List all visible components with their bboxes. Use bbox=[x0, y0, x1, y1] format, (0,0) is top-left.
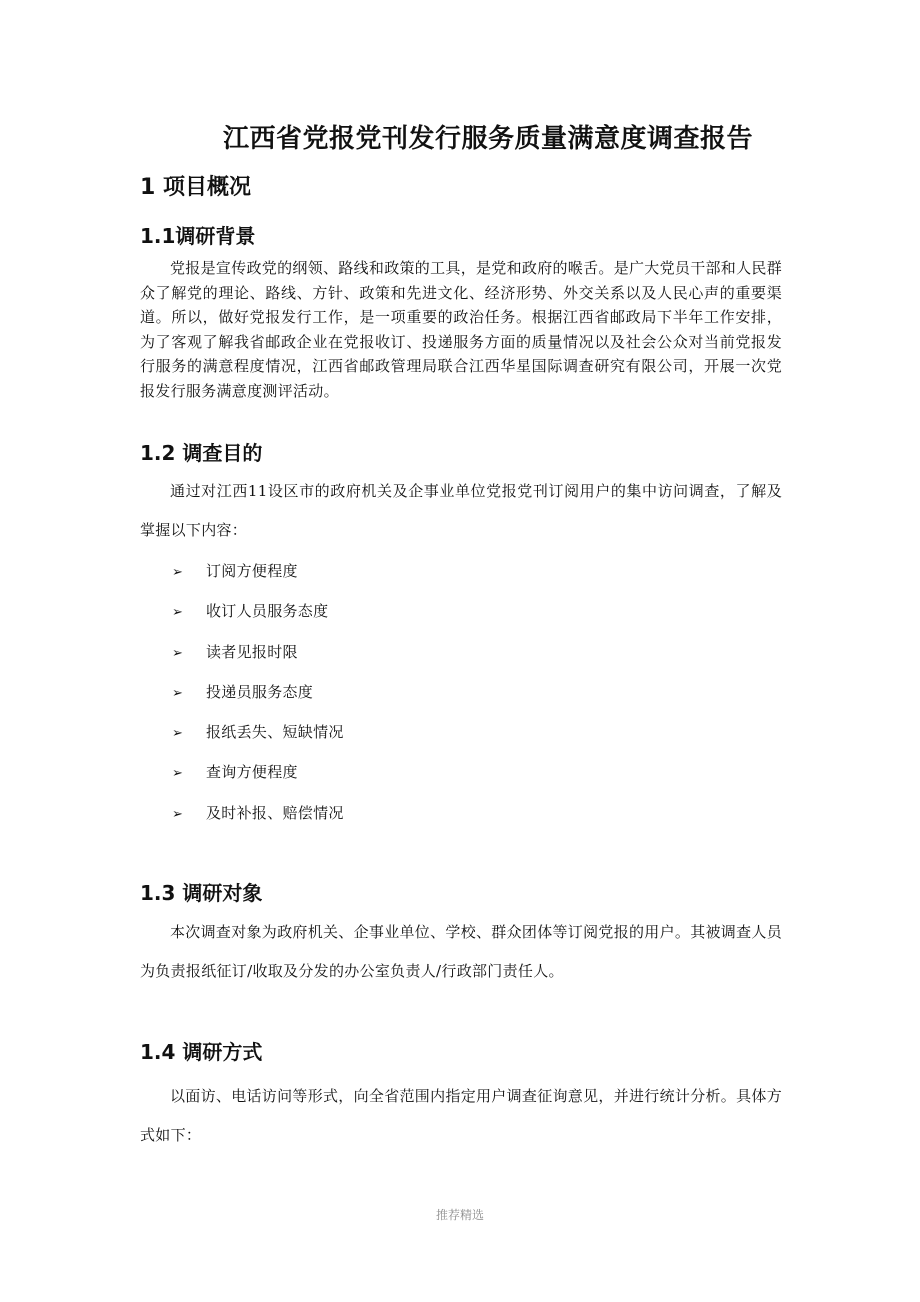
arrow-bullet-icon: ➢ bbox=[172, 806, 184, 822]
list-item bbox=[172, 677, 344, 717]
list-item bbox=[172, 717, 344, 757]
arrow-bullet-icon: ➢ bbox=[172, 726, 184, 742]
section-heading-1: 1 项目概况 bbox=[140, 175, 251, 200]
section-heading-1-4: 1.4 调研方式 bbox=[140, 1040, 263, 1064]
list-item-text: 读者见报时限 bbox=[206, 642, 298, 661]
list-item bbox=[172, 798, 344, 838]
list-item bbox=[172, 556, 344, 596]
list-item-text: 及时补报、赔偿情况 bbox=[206, 803, 344, 822]
section-heading-1-3: 1.3 调研对象 bbox=[140, 881, 263, 905]
document-title: 江西省党报党刊发行服务质量满意度调查报告 bbox=[222, 124, 753, 154]
list-item bbox=[172, 637, 344, 677]
paragraph-research-method: 以面访、电话访问等形式，向全省范围内指定用户调查征询意见，并进行统计分析。具体方式如下： bbox=[140, 1087, 783, 1144]
arrow-bullet-icon: ➢ bbox=[172, 645, 184, 661]
list-item bbox=[172, 757, 344, 797]
purpose-list bbox=[172, 556, 344, 838]
section-heading-1-2: 1.2 调查目的 bbox=[140, 441, 263, 465]
list-item-text: 收订人员服务态度 bbox=[206, 602, 329, 621]
list-item-text: 订阅方便程度 bbox=[206, 562, 298, 580]
arrow-bullet-icon: ➢ bbox=[172, 605, 184, 621]
list-item bbox=[172, 596, 344, 636]
paragraph-survey-purpose: 通过对江西11设区市的政府机关及企事业单位党报党刊订阅用户的集中访问调查，了解及掌握以下内容： bbox=[140, 482, 782, 539]
paragraph-research-background: 党报是宣传政党的纲领、路线和政策的工具，是党和政府的喉舌。是广大党员干部和人民群众了解党的理论、路线、方针、政策和先进文化、经济形势、外交关系以及人民心声的重要渠道。所以，做好党报发行工作，是一项重要的政治任务。根据江西省邮政局下半年工作安排，为了客观了解我省邮政企业在党报收订、投递服务方面的质量情况以及社会公众对当前党报发行服务的满意程度情况，江西省邮政管理局联合江西华星国际调查研究有限公司，开展一次党报发行服务满意度测评活动。 bbox=[140, 259, 783, 400]
arrow-bullet-icon: ➢ bbox=[172, 685, 184, 701]
list-item-text: 报纸丢失、短缺情况 bbox=[206, 723, 344, 742]
page-footer: 推荐精选 bbox=[435, 1208, 484, 1222]
arrow-bullet-icon: ➢ bbox=[172, 766, 184, 782]
list-item-text: 投递员服务态度 bbox=[206, 682, 314, 701]
section-heading-1-1: 1.1调研背景 bbox=[140, 224, 256, 248]
arrow-bullet-icon: ➢ bbox=[172, 565, 184, 580]
list-item-text: 查询方便程度 bbox=[206, 763, 298, 782]
paragraph-research-subjects: 本次调查对象为政府机关、企事业单位、学校、群众团体等订阅党报的用户。其被调查人员为负责报纸征订/收取及分发的办公室负责人/行政部门责任人。 bbox=[140, 923, 783, 980]
